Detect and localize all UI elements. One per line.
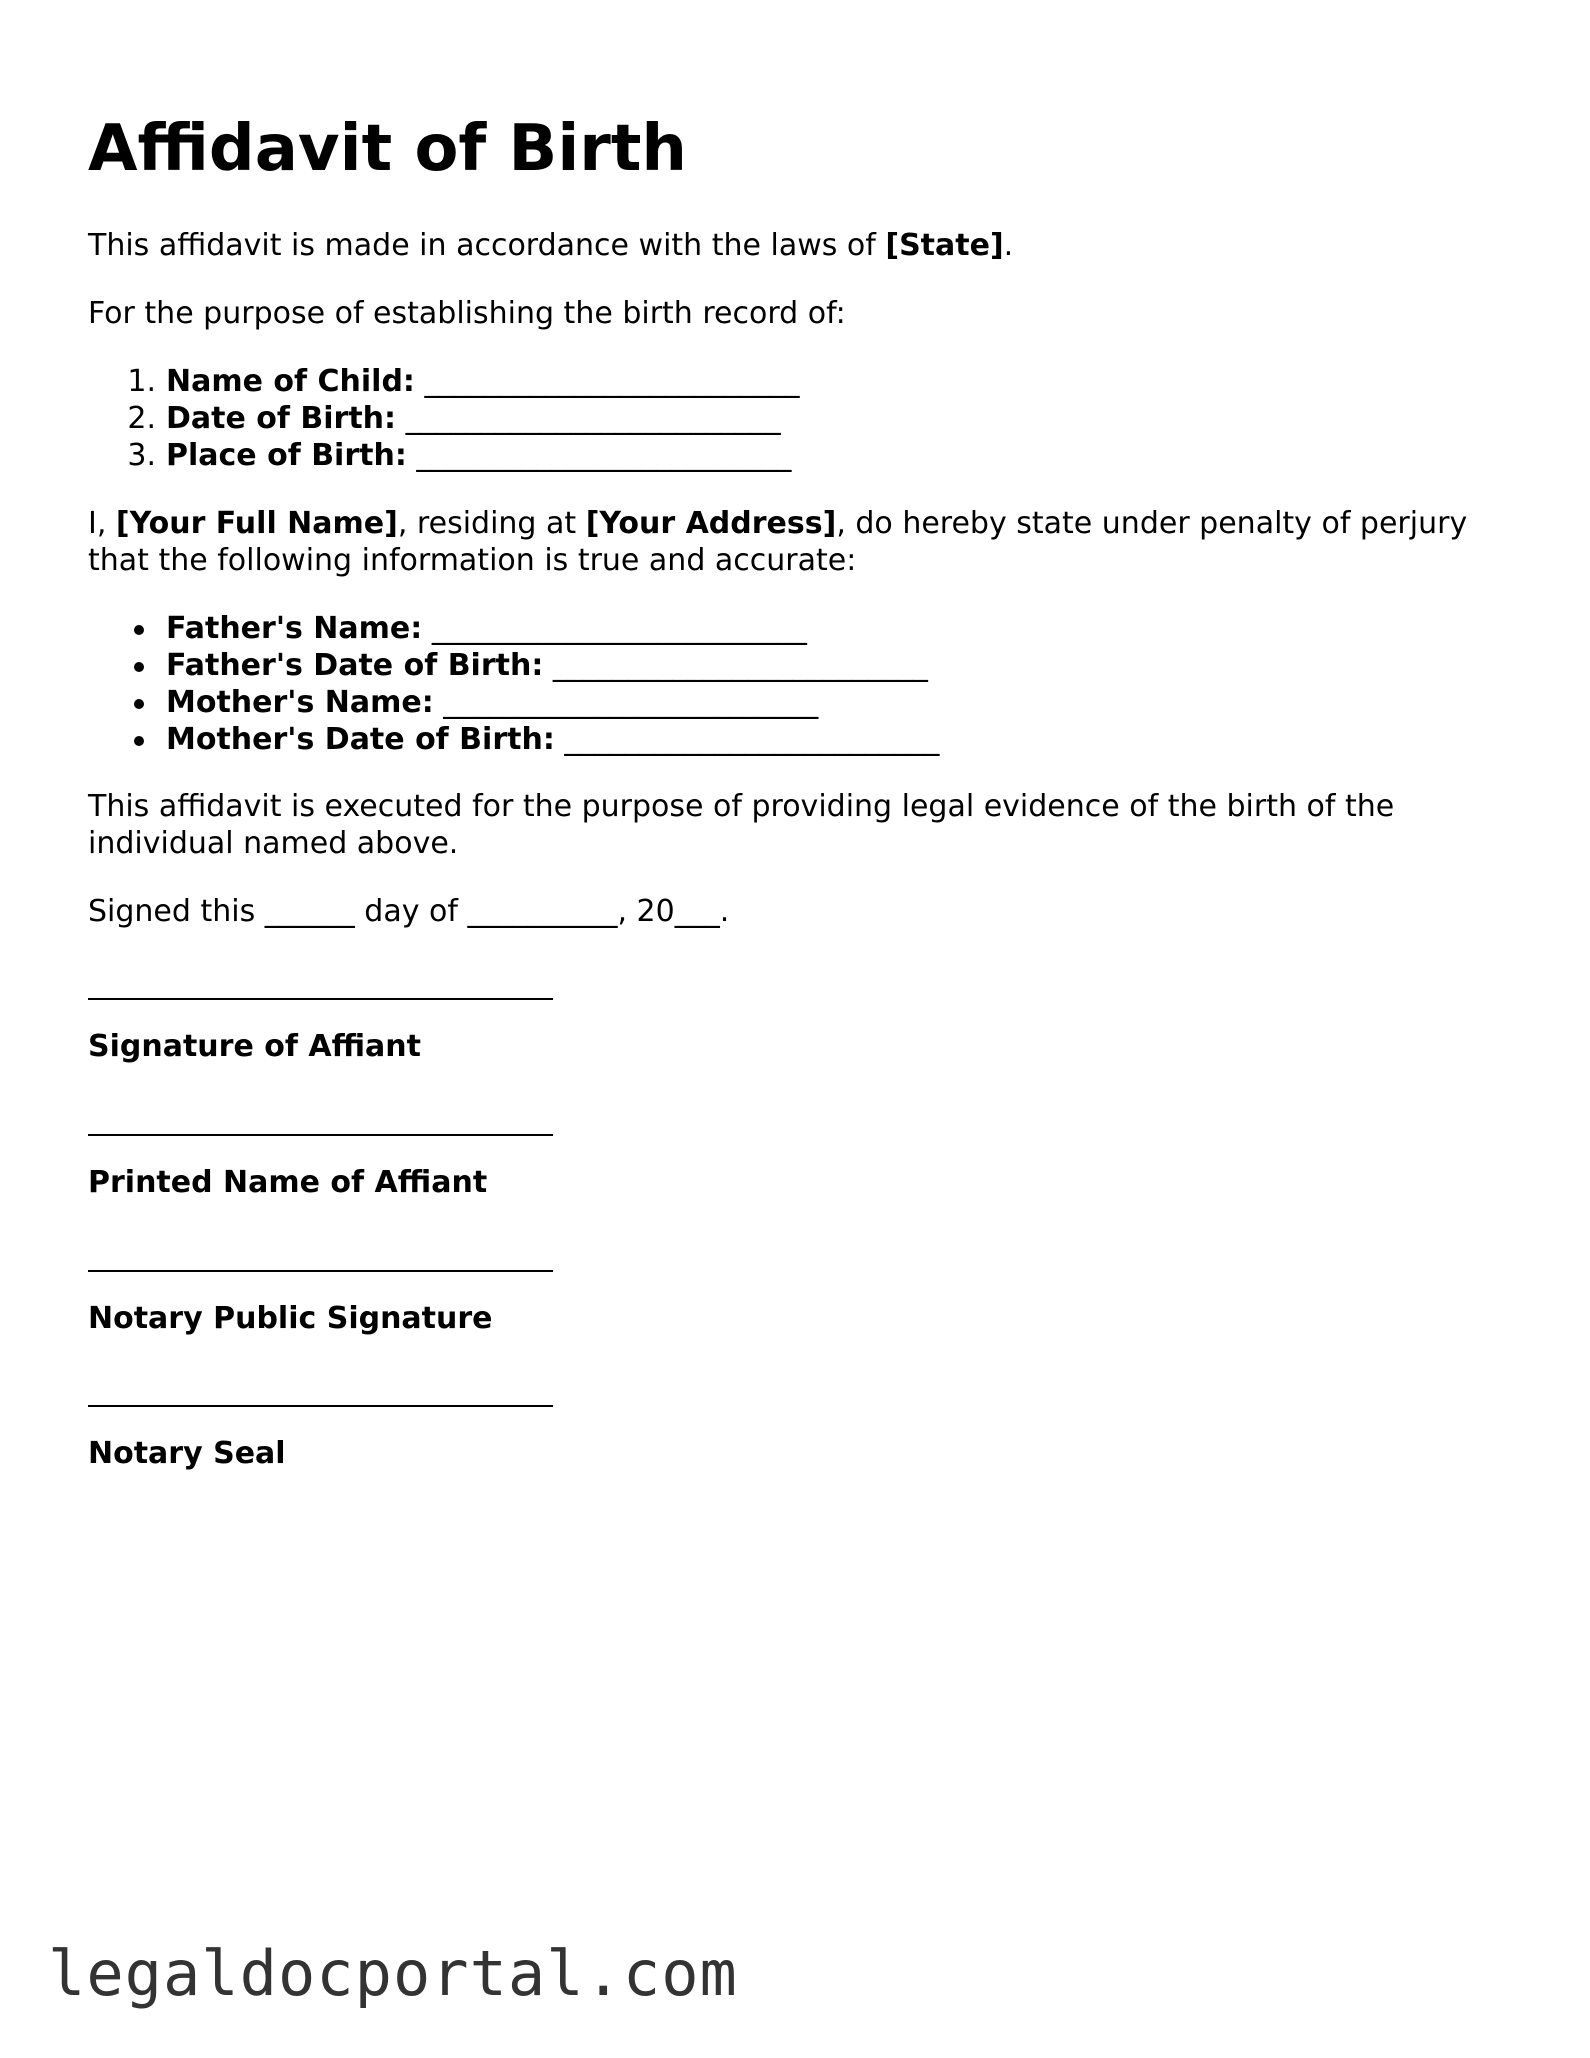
intro-text: This affidavit is made in accordance with the laws of	[88, 228, 886, 263]
signature-label: Signature of Affiant	[88, 1029, 421, 1064]
bullet-icon	[134, 736, 144, 746]
field-label: Mother's Name:	[166, 685, 434, 720]
statement-text: I,	[88, 506, 116, 541]
parent-field	[88, 610, 939, 647]
field-label: Name of Child:	[166, 364, 415, 399]
watermark-text: legaldocportal.com	[48, 1937, 738, 2010]
list-number: 1.	[127, 364, 156, 399]
field-blank: _________________________	[443, 685, 819, 720]
field-label: Father's Name:	[166, 611, 423, 646]
field-blank: _________________________	[564, 722, 940, 757]
child-fields-list	[88, 363, 799, 474]
field-blank: _________________________	[424, 364, 800, 399]
state-placeholder: [State]	[885, 228, 1004, 263]
field-blank: _________________________	[552, 648, 928, 683]
field-label: Date of Birth:	[166, 401, 397, 436]
address-placeholder: [Your Address]	[585, 506, 837, 541]
parent-field	[88, 684, 939, 721]
parent-field	[88, 647, 939, 684]
intro-paragraph	[88, 227, 1013, 264]
signature-line	[88, 1134, 553, 1136]
intro-end: .	[1003, 228, 1014, 263]
signed-line: Signed this ______ day of __________, 20___.	[88, 894, 730, 929]
document-title: Affidavit of Birth	[88, 112, 687, 186]
parent-field	[88, 721, 939, 758]
signature-label: Notary Public Signature	[88, 1301, 493, 1336]
field-blank: _________________________	[405, 401, 781, 436]
list-number: 2.	[127, 401, 156, 436]
execution-paragraph: This affidavit is executed for the purpose of providing legal evidence of the birth of the individual named above.	[88, 789, 1395, 861]
statement-text: , do hereby state under penalty of perjury that the following information is true and accurate:	[88, 506, 1468, 578]
field-blank: _________________________	[431, 611, 807, 646]
parent-fields-list	[88, 610, 939, 758]
bullet-icon	[134, 699, 144, 709]
child-field-dob	[88, 400, 799, 437]
field-label: Father's Date of Birth:	[166, 648, 544, 683]
field-blank: _________________________	[416, 438, 792, 473]
signature-label: Notary Seal	[88, 1436, 286, 1471]
field-label: Mother's Date of Birth:	[166, 722, 555, 757]
purpose-paragraph: For the purpose of establishing the birth record of:	[88, 296, 846, 331]
statement-paragraph	[88, 505, 1508, 579]
field-label: Place of Birth:	[166, 438, 407, 473]
full-name-placeholder: [Your Full Name]	[115, 506, 398, 541]
signature-line	[88, 1405, 553, 1407]
list-number: 3.	[127, 438, 156, 473]
signature-line	[88, 998, 553, 1000]
bullet-icon	[134, 625, 144, 635]
statement-text: , residing at	[397, 506, 586, 541]
bullet-icon	[134, 662, 144, 672]
child-field-name	[88, 363, 799, 400]
signature-label: Printed Name of Affiant	[88, 1165, 488, 1200]
child-field-place	[88, 437, 799, 474]
signature-line	[88, 1270, 553, 1272]
